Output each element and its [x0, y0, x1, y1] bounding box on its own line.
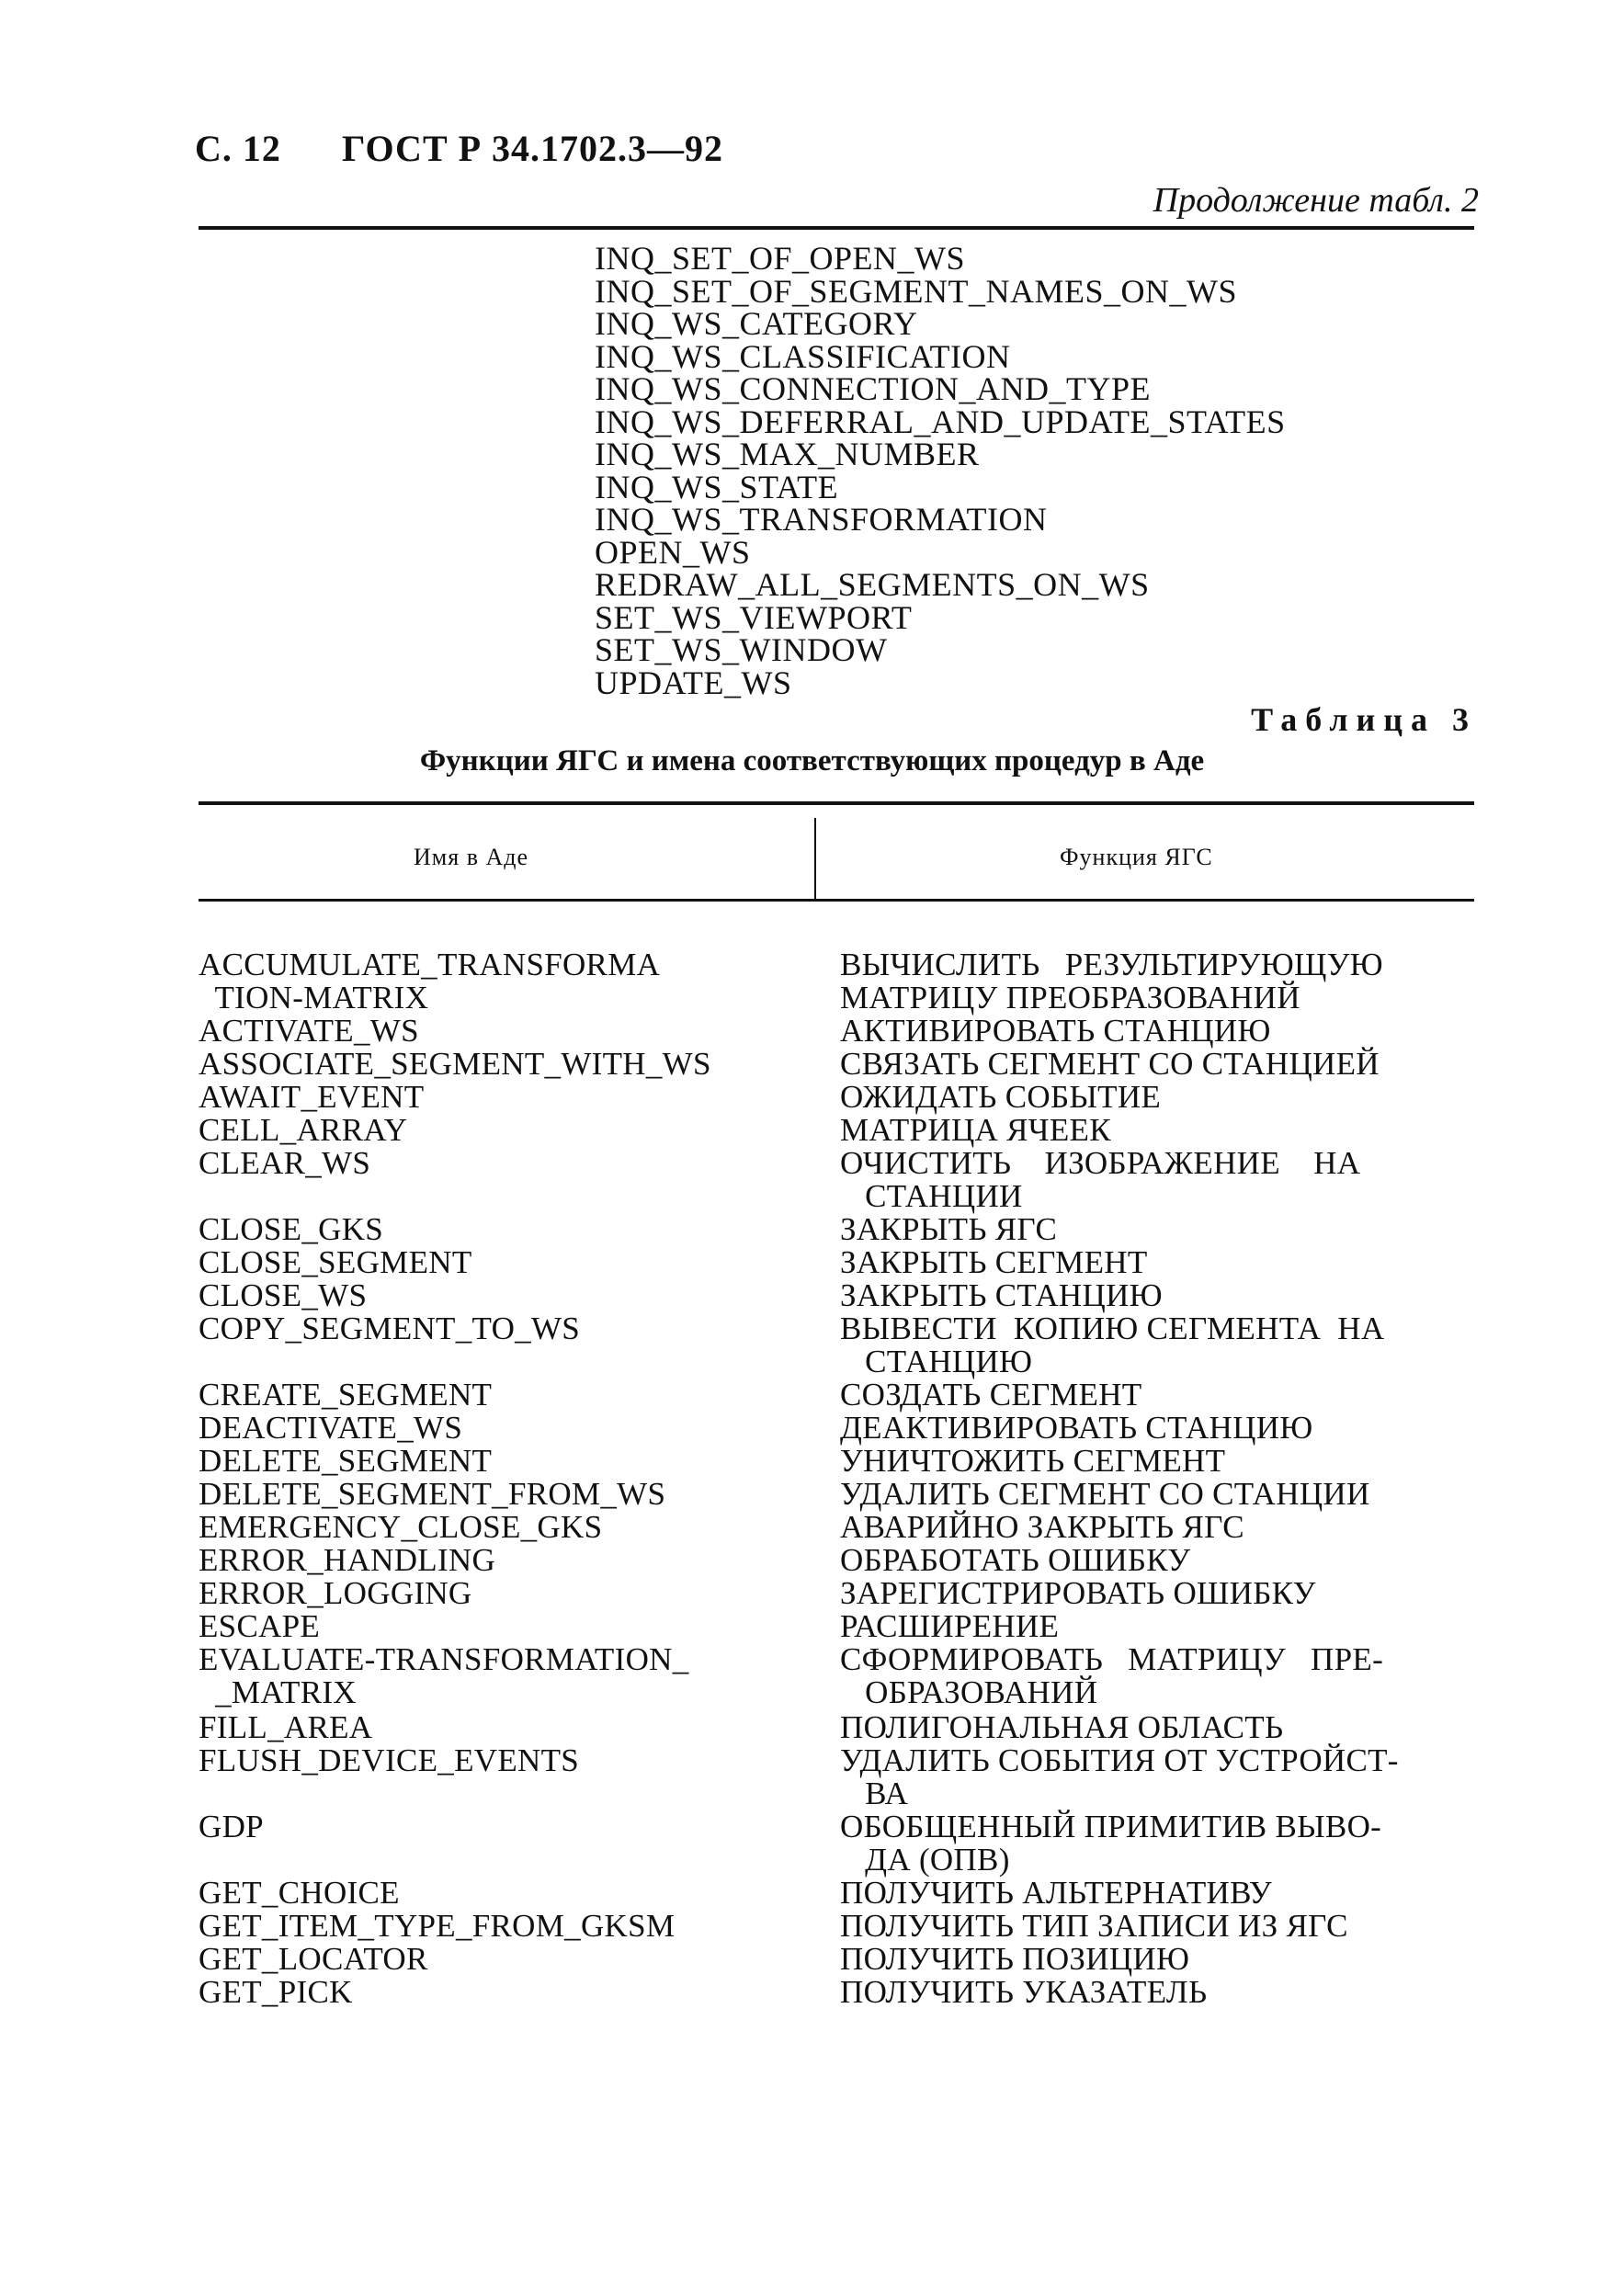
- gks-function-cell: ОБРАЗОВАНИЙ: [840, 1674, 1098, 1710]
- table-row: [199, 980, 1476, 1016]
- table-row: [199, 1875, 1476, 1911]
- table-continuation-label: Продолжение табл. 2: [1153, 181, 1479, 220]
- table-row: [199, 1443, 1476, 1479]
- function-list-item: INQ_SET_OF_OPEN_WS: [595, 240, 966, 277]
- function-list-item: INQ_WS_CLASSIFICATION: [595, 337, 1011, 375]
- top-rule: [199, 226, 1474, 230]
- gks-function-cell: ОБОБЩЕННЫЙ ПРИМИТИВ ВЫВО-: [840, 1809, 1382, 1844]
- ada-name-cell: GDP: [199, 1809, 264, 1844]
- gks-function-cell: ОЧИСТИТЬ ИЗОБРАЖЕНИЕ НА: [840, 1145, 1361, 1181]
- table-row: [199, 1608, 1476, 1644]
- gks-function-cell: ПОЛУЧИТЬ ПОЗИЦИЮ: [840, 1941, 1190, 1977]
- table-row: [199, 1974, 1476, 2010]
- function-list-item: OPEN_WS: [595, 533, 751, 571]
- function-list-item: INQ_WS_DEFERRAL_AND_UPDATE_STATES: [595, 403, 1286, 440]
- table-row: [199, 1809, 1476, 1844]
- gks-function-cell: АКТИВИРОВАТЬ СТАНЦИЮ: [840, 1013, 1271, 1049]
- gks-function-cell: СОЗДАТЬ СЕГМЕНТ: [840, 1377, 1142, 1413]
- gks-function-cell: СТАНЦИИ: [840, 1178, 1023, 1214]
- table-row: [199, 1145, 1476, 1181]
- ada-name-cell: CLOSE_GKS: [199, 1211, 384, 1247]
- function-list-item: UPDATE_WS: [595, 664, 792, 701]
- function-list-item: INQ_WS_MAX_NUMBER: [595, 436, 980, 472]
- function-list-item: INQ_SET_OF_SEGMENT_NAMES_ON_WS: [595, 272, 1238, 310]
- table-row: [199, 1410, 1476, 1446]
- standard-number: ГОСТ Р 34.1702.3—92: [342, 128, 724, 169]
- ada-name-cell: ASSOCIATE_SEGMENT_WITH_WS: [199, 1046, 711, 1082]
- ada-name-cell: EMERGENCY_CLOSE_GKS: [199, 1509, 603, 1545]
- table-row: [199, 1277, 1476, 1313]
- gks-function-cell: УНИЧТОЖИТЬ СЕГМЕНТ: [840, 1443, 1226, 1479]
- ada-name-cell: ACTIVATE_WS: [199, 1013, 419, 1049]
- table-row: [199, 1842, 1476, 1878]
- function-list-item: SET_WS_VIEWPORT: [595, 598, 913, 636]
- function-list-item: SET_WS_WINDOW: [595, 631, 888, 668]
- gks-function-cell: ЗАКРЫТЬ ЯГС: [840, 1211, 1058, 1247]
- table-row: [199, 1776, 1476, 1811]
- ada-name-cell: GET_ITEM_TYPE_FROM_GKSM: [199, 1908, 676, 1944]
- table-row: [199, 1079, 1476, 1115]
- table-row: [199, 1013, 1476, 1049]
- page-number: С. 12: [195, 128, 281, 169]
- table-row: [199, 1377, 1476, 1413]
- gks-function-cell: УДАЛИТЬ СОБЫТИЯ ОТ УСТРОЙСТ-: [840, 1742, 1399, 1778]
- function-list-item: INQ_WS_TRANSFORMATION: [595, 501, 1048, 538]
- gks-function-cell: ДЕАКТИВИРОВАТЬ СТАНЦИЮ: [840, 1410, 1313, 1446]
- table-header-bottom-rule: [199, 899, 1474, 902]
- gks-function-cell: ОБРАБОТАТЬ ОШИБКУ: [840, 1542, 1191, 1578]
- ada-name-cell: DEACTIVATE_WS: [199, 1410, 463, 1446]
- ada-name-cell: GET_LOCATOR: [199, 1941, 428, 1977]
- gks-function-cell: УДАЛИТЬ СЕГМЕНТ СО СТАНЦИИ: [840, 1476, 1370, 1512]
- ada-name-cell: EVALUATE-TRANSFORMATION_: [199, 1641, 689, 1677]
- ada-name-cell: CREATE_SEGMENT: [199, 1377, 493, 1413]
- gks-function-cell: ПОЛИГОНАЛЬНАЯ ОБЛАСТЬ: [840, 1709, 1284, 1745]
- gks-function-cell: ЗАРЕГИСТРИРОВАТЬ ОШИБКУ: [840, 1575, 1316, 1611]
- ada-name-cell: COPY_SEGMENT_TO_WS: [199, 1311, 581, 1346]
- ada-name-cell: CLEAR_WS: [199, 1145, 371, 1181]
- ada-name-cell: CLOSE_WS: [199, 1277, 368, 1313]
- gks-function-cell: ОЖИДАТЬ СОБЫТИЕ: [840, 1079, 1162, 1115]
- gks-function-cell: ЗАКРЫТЬ СТАНЦИЮ: [840, 1277, 1163, 1313]
- table-header-top-rule: [199, 801, 1474, 805]
- table-row: [199, 1542, 1476, 1578]
- function-list: [595, 240, 1286, 701]
- ada-name-cell: ERROR_HANDLING: [199, 1542, 496, 1578]
- table-row: [199, 1908, 1476, 1944]
- function-list-item: INQ_WS_CONNECTION_AND_TYPE: [595, 370, 1151, 407]
- ada-name-cell: AWAIT_EVENT: [199, 1079, 425, 1115]
- table-row: [199, 1742, 1476, 1778]
- table-row: [199, 1476, 1476, 1512]
- table-row: [199, 1311, 1476, 1346]
- table-row: [199, 1046, 1476, 1082]
- gks-function-cell: СВЯЗАТЬ СЕГМЕНТ СО СТАНЦИЕЙ: [840, 1046, 1380, 1082]
- ada-name-cell: DELETE_SEGMENT_FROM_WS: [199, 1476, 666, 1512]
- column-header-ada-name: Имя в Аде: [414, 844, 529, 870]
- gks-function-cell: ВЫВЕСТИ КОПИЮ СЕГМЕНТА НА: [840, 1311, 1385, 1346]
- table-row: [199, 947, 1476, 982]
- ada-name-cell: CELL_ARRAY: [199, 1112, 408, 1148]
- gks-function-cell: ВЫЧИСЛИТЬ РЕЗУЛЬТИРУЮЩУЮ: [840, 947, 1383, 982]
- ada-name-cell: ESCAPE: [199, 1608, 321, 1644]
- table-row: [199, 1244, 1476, 1280]
- ada-name-cell: _MATRIX: [199, 1674, 357, 1710]
- table-row: [199, 1674, 1476, 1710]
- gks-function-cell: ЗАКРЫТЬ СЕГМЕНТ: [840, 1244, 1148, 1280]
- table-row: [199, 1709, 1476, 1745]
- gks-function-cell: АВАРИЙНО ЗАКРЫТЬ ЯГС: [840, 1509, 1244, 1545]
- function-list-item: INQ_WS_STATE: [595, 468, 839, 505]
- table-row: [199, 1509, 1476, 1545]
- function-list-item: REDRAW_ALL_SEGMENTS_ON_WS: [595, 566, 1150, 603]
- gks-function-cell: СТАНЦИЮ: [840, 1344, 1033, 1379]
- ada-name-cell: ACCUMULATE_TRANSFORMA: [199, 947, 661, 982]
- table-title: Функции ЯГС и имена соответствующих процедур в Аде: [419, 744, 1205, 777]
- ada-name-cell: FLUSH_DEVICE_EVENTS: [199, 1742, 580, 1778]
- gks-function-cell: СФОРМИРОВАТЬ МАТРИЦУ ПРЕ-: [840, 1641, 1384, 1677]
- ada-name-cell: GET_PICK: [199, 1974, 353, 2010]
- table-row: [199, 1575, 1476, 1611]
- table-row: [199, 1344, 1476, 1379]
- gks-function-cell: ПОЛУЧИТЬ АЛЬТЕРНАТИВУ: [840, 1875, 1272, 1911]
- table-row: [199, 1641, 1476, 1677]
- gks-function-cell: РАСШИРЕНИЕ: [840, 1608, 1060, 1644]
- ada-name-cell: TION-MATRIX: [199, 980, 429, 1016]
- function-list-item: INQ_WS_CATEGORY: [595, 305, 918, 342]
- ada-name-cell: GET_CHOICE: [199, 1875, 400, 1911]
- column-separator: [814, 818, 816, 899]
- table-row: [199, 1941, 1476, 1977]
- gks-function-cell: ВА: [840, 1776, 909, 1811]
- column-header-gks-function: Функция ЯГС: [1060, 844, 1213, 870]
- gks-function-cell: МАТРИЦУ ПРЕОБРАЗОВАНИЙ: [840, 980, 1300, 1016]
- table-row: [199, 1211, 1476, 1247]
- ada-name-cell: DELETE_SEGMENT: [199, 1443, 493, 1479]
- gks-function-cell: ПОЛУЧИТЬ ТИП ЗАПИСИ ИЗ ЯГС: [840, 1908, 1348, 1944]
- table-label: Таблица 3: [1251, 701, 1477, 738]
- table-row: [199, 1112, 1476, 1148]
- ada-name-cell: CLOSE_SEGMENT: [199, 1244, 472, 1280]
- gks-function-cell: ПОЛУЧИТЬ УКАЗАТЕЛЬ: [840, 1974, 1208, 2010]
- ada-name-cell: ERROR_LOGGING: [199, 1575, 472, 1611]
- table-row: [199, 1178, 1476, 1214]
- gks-function-cell: ДА (ОПВ): [840, 1842, 1010, 1878]
- gks-function-cell: МАТРИЦА ЯЧЕЕК: [840, 1112, 1111, 1148]
- ada-name-cell: FILL_AREA: [199, 1709, 373, 1745]
